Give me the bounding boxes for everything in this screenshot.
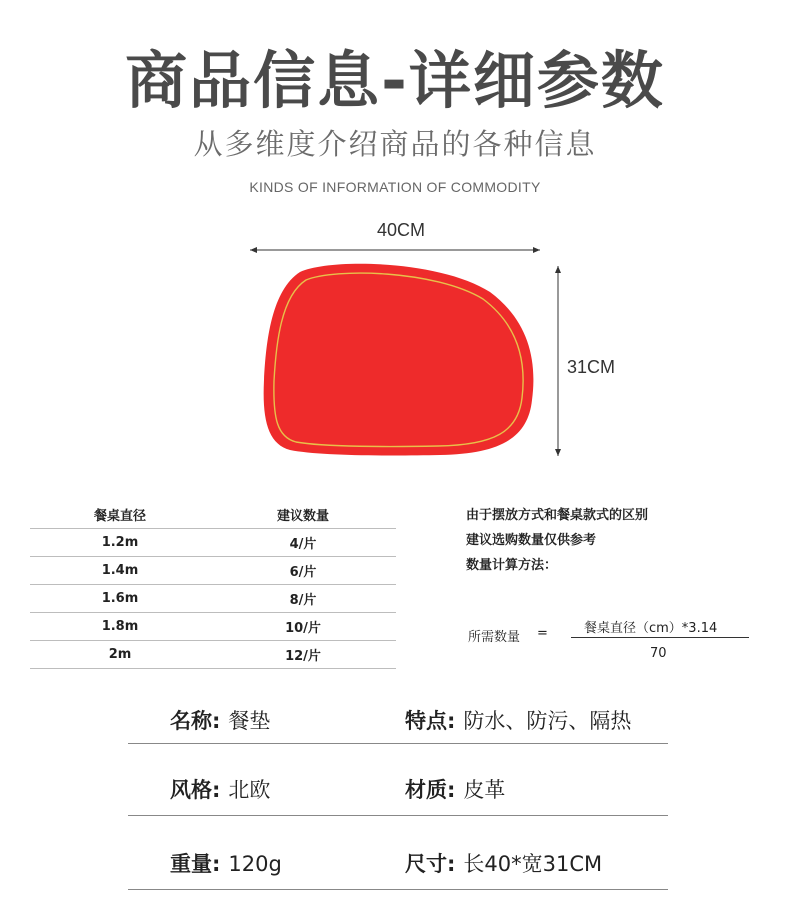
height-label: 31CM — [567, 357, 616, 377]
spec-divider — [128, 743, 668, 744]
width-arrow — [250, 247, 540, 253]
spec-size-key: 尺寸: — [405, 852, 456, 876]
formula-denominator: 70 — [650, 646, 667, 661]
formula-numerator: 餐桌直径（cm）*3.14 — [584, 621, 718, 636]
spec-size — [405, 848, 602, 878]
cell-diameter: 1.4m — [101, 563, 139, 578]
note-line-1: 由于摆放方式和餐桌款式的区别 — [466, 508, 649, 523]
spec-weight-value: 120g — [228, 852, 282, 876]
table-row — [30, 612, 396, 640]
cell-quantity: 10/片 — [285, 621, 321, 636]
spec-name-key: 名称: — [170, 709, 221, 733]
table-row — [30, 584, 396, 612]
cell-diameter: 1.6m — [101, 591, 139, 606]
spec-name — [170, 705, 270, 735]
page-title: 商品信息-详细参数 — [125, 44, 665, 117]
spec-feature-key: 特点: — [405, 709, 456, 733]
cell-diameter: 1.2m — [101, 535, 139, 550]
cell-diameter: 2m — [108, 647, 132, 662]
cell-quantity: 6/片 — [289, 565, 317, 580]
spec-divider — [128, 815, 668, 816]
width-label: 40CM — [377, 220, 426, 240]
note-line-3: 数量计算方法： — [466, 558, 558, 573]
spec-style-key: 风格: — [170, 778, 221, 802]
placemat-diagram — [240, 240, 570, 465]
spec-name-value: 餐垫 — [228, 709, 271, 733]
formula-label: 所需数量 — [468, 630, 521, 645]
english-subtitle: KINDS OF INFORMATION OF COMMODITY — [249, 179, 541, 195]
header-diameter: 餐桌直径 — [93, 508, 146, 524]
spec-material-value: 皮革 — [463, 778, 506, 802]
spec-weight-key: 重量: — [170, 852, 221, 876]
spec-weight — [170, 848, 282, 878]
note-line-2: 建议选购数量仅供参考 — [466, 533, 597, 548]
spec-material — [405, 774, 505, 804]
spec-material-key: 材质: — [405, 778, 456, 802]
spec-style — [170, 774, 270, 804]
table-row — [30, 528, 396, 556]
table-header — [30, 500, 396, 528]
cell-diameter: 1.8m — [101, 619, 139, 634]
spec-style-value: 北欧 — [228, 778, 271, 802]
page-subtitle: 从多维度介绍商品的各种信息 — [193, 127, 597, 161]
formula-equals: = — [537, 626, 548, 641]
spec-feature — [405, 705, 631, 735]
table-row — [30, 640, 396, 669]
spec-size-value: 长40*宽31CM — [463, 852, 603, 876]
fraction-bar — [571, 637, 749, 638]
cell-quantity: 12/片 — [285, 649, 321, 664]
table-row — [30, 556, 396, 584]
spec-divider — [128, 889, 668, 890]
header-quantity: 建议数量 — [276, 508, 329, 524]
height-arrow — [555, 266, 561, 456]
spec-feature-value: 防水、防污、隔热 — [463, 709, 632, 733]
cell-quantity: 4/片 — [289, 537, 317, 552]
cell-quantity: 8/片 — [289, 593, 317, 608]
quantity-table — [30, 500, 396, 669]
placemat-shape — [264, 264, 534, 456]
